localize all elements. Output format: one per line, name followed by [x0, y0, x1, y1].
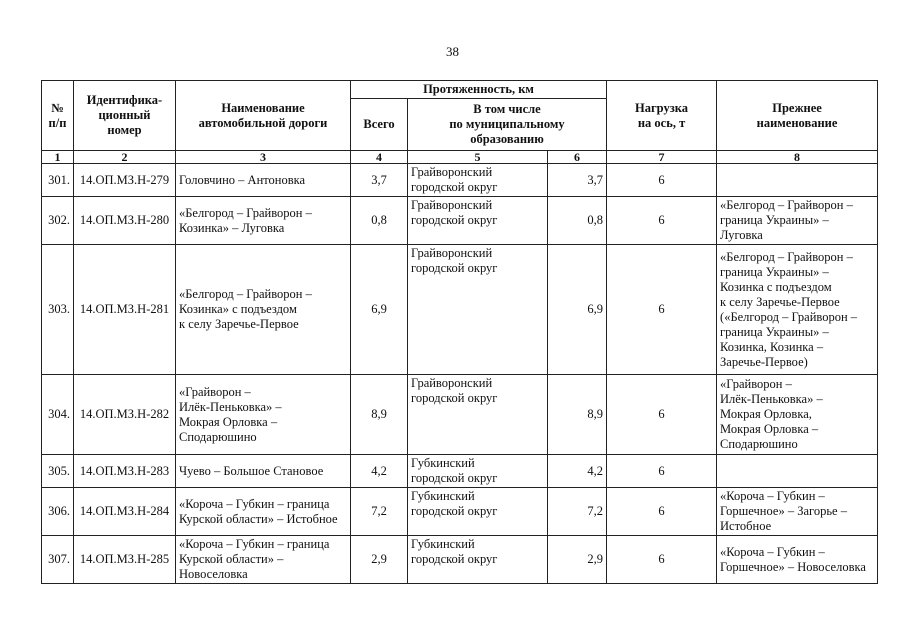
total-length: 2,9 — [351, 536, 408, 584]
table-row — [42, 455, 878, 488]
municipality: Губкинский городской округ — [408, 536, 548, 584]
axle-load: 6 — [607, 197, 717, 245]
road-id: 14.ОП.МЗ.Н-280 — [74, 197, 176, 245]
header-prev: Прежнее наименование — [717, 81, 878, 151]
column-number-row — [42, 151, 878, 164]
total-length: 7,2 — [351, 488, 408, 536]
previous-name: «Короча – Губкин – Горшечное» – Загорье – Истобное — [717, 488, 878, 536]
municipality: Грайворонский городской округ — [408, 164, 548, 197]
municipal-length: 6,9 — [548, 245, 607, 375]
table-row — [42, 375, 878, 455]
column-number: 8 — [717, 151, 878, 164]
previous-name: «Белгород – Грайворон – граница Украины» – Луговка — [717, 197, 878, 245]
axle-load: 6 — [607, 375, 717, 455]
column-number: 4 — [351, 151, 408, 164]
header-length: Протяженность, км — [351, 81, 607, 99]
municipal-length: 3,7 — [548, 164, 607, 197]
municipal-length: 7,2 — [548, 488, 607, 536]
total-length: 4,2 — [351, 455, 408, 488]
header-municipal: В том числе по муниципальному образованию — [408, 99, 607, 151]
previous-name — [717, 164, 878, 197]
column-number: 5 — [408, 151, 548, 164]
header-total: Всего — [351, 99, 408, 151]
municipality: Грайворонский городской округ — [408, 375, 548, 455]
header-num: № п/п — [42, 81, 74, 151]
road-id: 14.ОП.МЗ.Н-284 — [74, 488, 176, 536]
table-row — [42, 245, 878, 375]
row-number: 307. — [42, 536, 74, 584]
previous-name — [717, 455, 878, 488]
road-name: «Грайворон – Илёк-Пеньковка» – Мокрая Орловка – Сподарюшино — [176, 375, 351, 455]
previous-name: «Грайворон – Илёк-Пеньковка» – Мокрая Орловка, Мокрая Орловка – Сподарюшино — [717, 375, 878, 455]
column-number: 2 — [74, 151, 176, 164]
municipal-length: 4,2 — [548, 455, 607, 488]
road-id: 14.ОП.МЗ.Н-282 — [74, 375, 176, 455]
column-number: 7 — [607, 151, 717, 164]
header-id: Идентифика- ционный номер — [74, 81, 176, 151]
header-name: Наименование автомобильной дороги — [176, 81, 351, 151]
total-length: 8,9 — [351, 375, 408, 455]
previous-name: «Короча – Губкин – Горшечное» – Новоселовка — [717, 536, 878, 584]
total-length: 3,7 — [351, 164, 408, 197]
municipality: Грайворонский городской округ — [408, 197, 548, 245]
row-number: 304. — [42, 375, 74, 455]
table-row — [42, 536, 878, 584]
previous-name: «Белгород – Грайворон – граница Украины» – Козинка с подъездом к селу Заречье-Первое («Белгород – Грайворон – граница Украины» – Козинка, Козинка – Заречье-Первое) — [717, 245, 878, 375]
row-number: 302. — [42, 197, 74, 245]
row-number: 303. — [42, 245, 74, 375]
roads-table — [41, 80, 878, 584]
road-name: Головчино – Антоновка — [176, 164, 351, 197]
road-name: «Короча – Губкин – граница Курской области» – Новоселовка — [176, 536, 351, 584]
table-row — [42, 164, 878, 197]
municipality: Грайворонский городской округ — [408, 245, 548, 375]
table-row — [42, 197, 878, 245]
column-number: 1 — [42, 151, 74, 164]
municipal-length: 2,9 — [548, 536, 607, 584]
axle-load: 6 — [607, 245, 717, 375]
road-id: 14.ОП.МЗ.Н-285 — [74, 536, 176, 584]
column-number: 3 — [176, 151, 351, 164]
road-name: Чуево – Большое Становое — [176, 455, 351, 488]
row-number: 306. — [42, 488, 74, 536]
municipality: Губкинский городской округ — [408, 488, 548, 536]
axle-load: 6 — [607, 536, 717, 584]
road-id: 14.ОП.МЗ.Н-279 — [74, 164, 176, 197]
axle-load: 6 — [607, 488, 717, 536]
axle-load: 6 — [607, 455, 717, 488]
total-length: 0,8 — [351, 197, 408, 245]
axle-load: 6 — [607, 164, 717, 197]
row-number: 301. — [42, 164, 74, 197]
road-name: «Белгород – Грайворон – Козинка» – Луговка — [176, 197, 351, 245]
municipal-length: 0,8 — [548, 197, 607, 245]
municipality: Губкинский городской округ — [408, 455, 548, 488]
header-load: Нагрузка на ось, т — [607, 81, 717, 151]
row-number: 305. — [42, 455, 74, 488]
road-id: 14.ОП.МЗ.Н-281 — [74, 245, 176, 375]
column-number: 6 — [548, 151, 607, 164]
municipal-length: 8,9 — [548, 375, 607, 455]
road-name: «Белгород – Грайворон – Козинка» с подъездом к селу Заречье-Первое — [176, 245, 351, 375]
page-number: 38 — [446, 44, 459, 59]
road-id: 14.ОП.МЗ.Н-283 — [74, 455, 176, 488]
table-row — [42, 488, 878, 536]
total-length: 6,9 — [351, 245, 408, 375]
road-name: «Короча – Губкин – граница Курской области» – Истобное — [176, 488, 351, 536]
